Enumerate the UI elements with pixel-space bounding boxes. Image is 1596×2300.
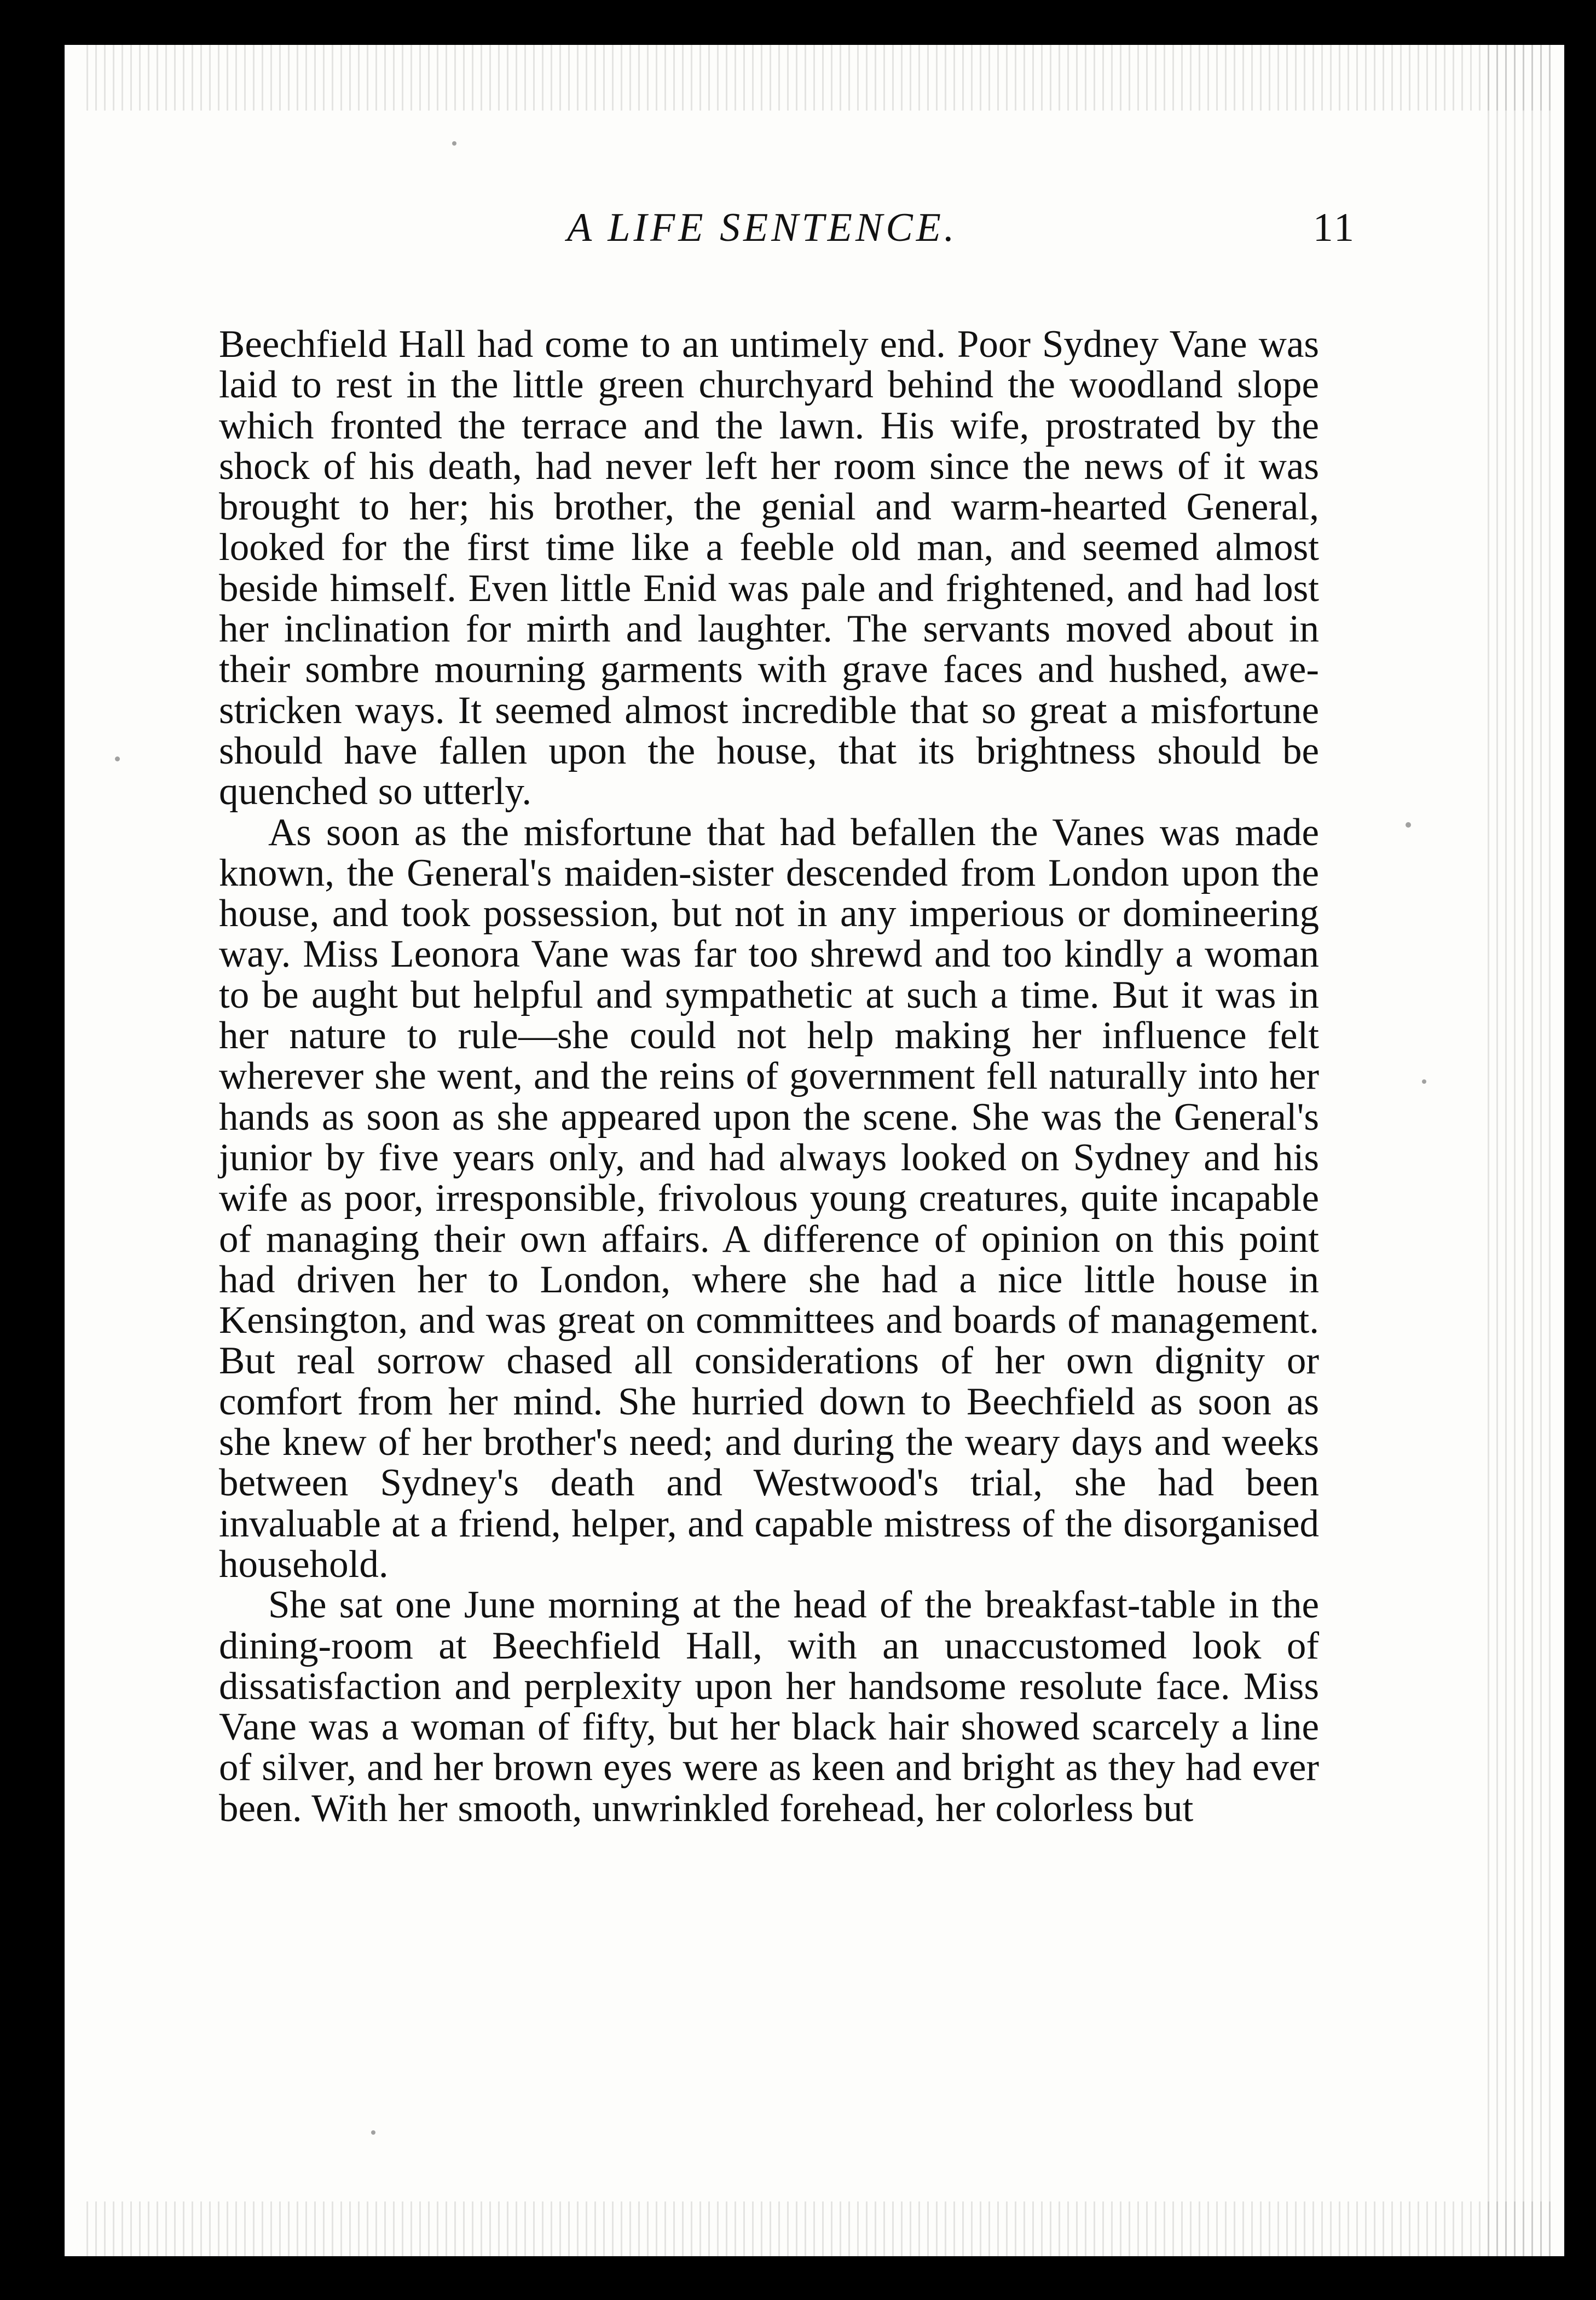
bottom-edge-noise [86, 2201, 1553, 2256]
left-black-border [0, 45, 16, 2256]
paragraph-2: As soon as the misfortune that had befallen the Vanes was made known, the General's maiden-sister descended from London upon the house, and took possession, but not in any imperious or domineering way. Miss Leonora Vane was far too shrewd and too kindly a woman to be aught but helpful and sympathetic at such a time. But it was in her nature to rule—she could not help making her influence felt wherever she went, and the reins of government fell naturally into her hands as soon as she appeared upon the scene. She was the General's junior by five years only, and had always looked on Sydney and his wife as poor, irresponsible, frivolous young creatures, quite incapable of managing their own affairs. A difference of opinion on this point had driven her to London, where she had a nice little house in Kensington, and was great on committees and boards of management. But real sorrow chased all considerations of her own dignity or comfort from her mind. She hurried down to Beechfield as soon as she knew of her brother's need; and during the weary days and weeks between Sydney's death and Westwood's trial, she had been invaluable at a friend, helper, and capable mistress of the disorganised household. [219, 811, 1319, 1586]
paragraph-3: She sat one June morning at the head of the breakfast-table in the dining-room at Beechfield Hall, with an unaccustomed look of dissatisfaction and perplexity upon her handsome resolute face. Miss Vane was a woman of fifty, but her black hair showed scarcely a line of silver, and her brown eyes were as keen and bright as they had ever been. With her smooth, unwrinkled forehead, her colorless but [219, 1584, 1319, 1830]
body-text [219, 324, 1319, 1829]
running-header [229, 205, 1356, 270]
scan-speck [371, 2130, 375, 2135]
scanned-page [65, 45, 1564, 2256]
running-title: A LIFE SENTENCE. [567, 205, 958, 250]
right-edge-noise [1488, 45, 1553, 2256]
paragraph-1: Beechfield Hall had come to an untimely end. Poor Sydney Vane was laid to rest in the little green churchyard behind the woodland slope which fronted the terrace and the lawn. His wife, prostrated by the shock of his death, had never left her room since the news of it was brought to her; his brother, the genial and warm-hearted General, looked for the first time like a feeble old man, and seemed almost beside himself. Even little Enid was pale and frightened, and had lost her inclination for mirth and laughter. The servants moved about in their sombre mourning garments with grave faces and hushed, awe-stricken ways. It seemed almost incredible that so great a misfortune should have fallen upon the house, that its brightness should be quenched so utterly. [219, 323, 1319, 813]
scan-speck [1422, 1079, 1426, 1084]
scan-speck [452, 141, 456, 146]
page-number: 11 [1312, 205, 1356, 250]
scan-speck [115, 756, 120, 761]
scan-speck [1406, 822, 1411, 828]
right-black-border [1564, 0, 1596, 2300]
top-edge-noise [86, 45, 1553, 111]
